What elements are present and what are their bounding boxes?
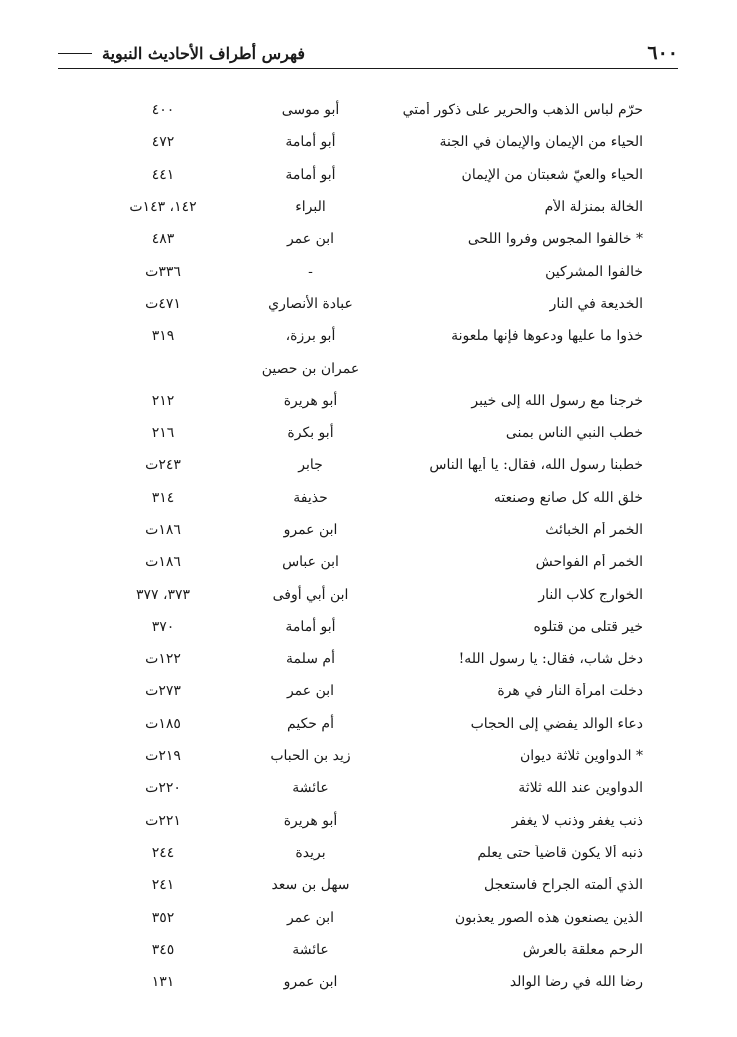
narrator-name: ابن عمرو [283,522,338,538]
narrator-name: أبو هريرة [283,392,338,409]
reference-number: ٤٧٢ [151,134,175,151]
index-row [98,611,643,643]
index-row [98,740,643,772]
narrator-name: أم سلمة [286,651,335,668]
reference-number: ١٤٢، ١٤٣ت [129,199,197,216]
index-row [98,352,643,384]
reference-number: ٣٥٢ [151,909,175,926]
index-row [98,546,643,578]
hadith-text: الحياء والعيّ شعبتان من الإيمان [461,166,643,183]
narrator-name: سهل بن سعد [271,877,350,894]
hadith-text: خير قتلى من قتلوه [533,618,643,635]
hadith-text: دخلت امرأة النار في هرة [497,683,643,700]
hadith-text: الذين يصنعون هذه الصور يعذبون [454,909,643,926]
narrator-name: أبو هريرة [283,812,338,829]
header-divider [58,68,678,69]
index-row [98,837,643,869]
narrator-name: ابن عمر [286,231,335,248]
hadith-text: الخوارج كلاب النار [538,586,643,603]
index-row [98,675,643,707]
index-row [98,223,643,255]
index-row [98,966,643,998]
hadith-text: دعاء الوالد يفضي إلى الحجاب [470,715,643,732]
hadith-text: خطبنا رسول الله، فقال: يا أيها الناس [429,457,643,474]
narrator-name: ابن أبي أوفى [272,586,349,603]
index-row [98,385,643,417]
index-row [98,191,643,223]
reference-number: ٢١٢ [151,392,175,409]
index-row [98,708,643,740]
narrator-name: ابن عمرو [283,974,338,991]
hadith-text: خرجنا مع رسول الله إلى خيبر [471,392,643,409]
hadith-text: الحياء من الإيمان والإيمان في الجنة [439,134,643,151]
reference-number: ٤٠٠ [151,102,175,119]
narrator-name: عبادة الأنصاري [268,295,353,312]
narrator-name: أبو أمامة [285,618,336,635]
narrator-name: أبو بكرة [287,425,334,442]
hadith-text: الرحم معلقة بالعرش [522,941,643,958]
reference-number: ٢١٩ت [145,748,181,765]
hadith-text: الخالة بمنزلة الأم [544,199,643,216]
reference-number: ٢١٦ [151,425,175,442]
narrator-name: - [308,263,313,280]
hadith-text: الخديعة في النار [549,295,643,312]
reference-number: ٢٧٣ت [145,683,181,700]
index-row [98,255,643,287]
reference-number: ٣٣٦ت [145,263,181,280]
reference-number: ٢٢١ت [145,812,181,829]
narrator-name: عائشة [292,941,329,958]
reference-number: ١٨٦ت [145,522,181,538]
running-title: فهرس أطراف الأحاديث النبوية [102,43,306,63]
reference-number: ١٨٦ت [145,554,181,571]
narrator-name: أم حكيم [287,715,334,732]
index-row [98,901,643,933]
index-row [98,869,643,901]
index-row [98,320,643,352]
index-row [98,126,643,158]
hadith-text: * خالفوا المجوس وفروا اللحى [467,231,643,248]
hadith-text: خلق الله كل صانع وصنعته [493,489,643,506]
reference-number: ٢٤٣ت [145,457,181,474]
reference-number: ٣١٩ [151,328,175,345]
hadith-text: * الدواوين ثلاثة ديوان [519,748,643,765]
index-row [98,514,643,546]
hadith-text: الذي ألمته الجراح فاستعجل [484,877,643,894]
reference-number: ٣٧٣، ٣٧٧ [135,586,191,603]
narrator-name: أبو برزة، [285,328,336,345]
running-header [58,40,678,66]
hadith-text: خذوا ما عليها ودعوها فإنها ملعونة [451,328,643,345]
index-row [98,94,643,126]
index-row [98,288,643,320]
reference-number: ٢٤١ [151,877,175,894]
index-row [98,805,643,837]
page-number: ٦٠٠ [647,42,678,64]
narrator-name: عمران بن حصين [261,360,360,377]
hadith-text: ذنب يغفر وذنب لا يغفر [511,812,643,829]
reference-number: ٤٤١ [151,166,175,183]
narrator-name: البراء [295,199,326,216]
title-dash-rule [58,53,92,54]
index-row [98,417,643,449]
index-row [98,159,643,191]
reference-number: ٤٧١ت [145,295,181,312]
reference-number: ٣١٤ [151,489,175,506]
narrator-name: ابن عباس [282,554,339,571]
index-row [98,934,643,966]
narrator-name: ابن عمر [286,683,335,700]
reference-number: ٣٧٠ [151,618,175,635]
narrator-name: حذيفة [293,489,328,506]
narrator-name: زيد بن الحباب [270,748,351,765]
reference-number: ١٣١ [151,974,175,991]
narrator-name: جابر [298,457,323,474]
narrator-name: ابن عمر [286,909,335,926]
running-title-group [58,44,305,63]
narrator-name: عائشة [292,780,329,797]
index-row [98,578,643,610]
hadith-text: خطب النبي الناس بمنى [505,425,643,442]
hadith-index-table [98,94,643,998]
reference-number: ١٨٥ت [145,715,181,732]
narrator-name: أبو أمامة [285,134,336,151]
hadith-text: دخل شاب، فقال: يا رسول الله! [458,651,643,668]
hadith-text: الخمر أم الخبائث [545,522,643,538]
reference-number: ٣٤٥ [151,941,175,958]
reference-number: ١٢٢ت [145,651,181,668]
index-row [98,482,643,514]
reference-number: ٤٨٣ [151,231,175,248]
narrator-name: أبو موسى [281,102,340,119]
hadith-text: خالفوا المشركين [545,263,643,280]
reference-number: ٢٤٤ [151,844,175,861]
index-row [98,449,643,481]
hadith-text: الخمر أم الفواحش [535,554,643,571]
hadith-text: حرّم لباس الذهب والحرير على ذكور أمتي [402,102,643,119]
hadith-text: الدواوين عند الله ثلاثة [518,780,643,797]
reference-number: ٢٢٠ت [145,780,181,797]
narrator-name: بريدة [295,844,326,861]
hadith-text: رضا الله في رضا الوالد [509,974,643,991]
narrator-name: أبو أمامة [285,166,336,183]
index-row [98,643,643,675]
hadith-text: ذنبه ألا يكون قاضياً حتى يعلم [477,844,643,861]
index-row [98,772,643,804]
